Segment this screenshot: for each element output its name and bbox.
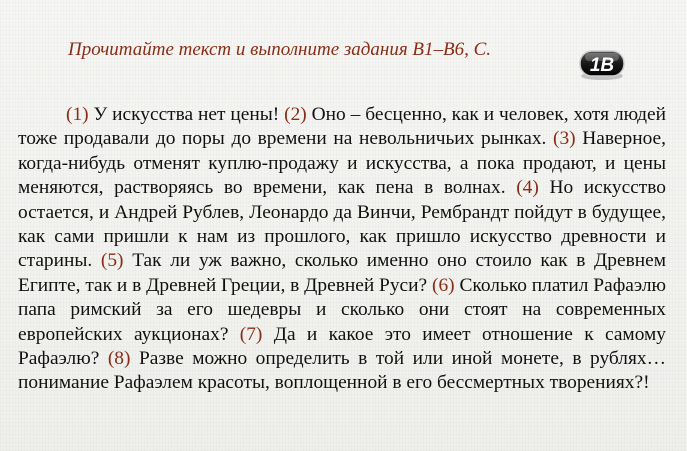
- sentence-text: Так ли уж важно, сколько именно оно стоило как в Древнем Египте, так и в Древней Греции, в Древней Руси?: [18, 250, 666, 296]
- sentence-text: Но искусство остается, и Андрей Рублев, Леонардо да Винчи, Рембрандт пойдут в будущее, как сами пришли к нам из прошлого, как пришло искусство древности и старины.: [18, 177, 666, 272]
- sentence-number: (3): [553, 128, 576, 150]
- task-instruction: Прочитайте текст и выполните задания В1–В6, С.: [68, 39, 492, 60]
- sentence-text: У искусства нет цены!: [88, 104, 285, 125]
- sentence-text: Сколько платил Рафаэлю папа римский за его шедевры и сколько они стоят на современных европейских аукционах?: [18, 274, 666, 345]
- sentence-text: Да и какое это имеет отношение к самому Рафаэлю?: [18, 323, 666, 370]
- sentence-text: Оно – бесценно, как и человек, хотя людей тоже продавали до поры до времени на невольничьих рынках.: [18, 104, 666, 150]
- sentence-number: (6): [431, 274, 455, 296]
- sentence-number: (2): [284, 104, 307, 125]
- sentence-number: (1): [66, 104, 89, 125]
- sentence-text: Разве можно определить в той или иной монете, в рублях… понимание Рафаэлем красоты, воплощенной в его бессмертных творениях?!: [18, 348, 666, 394]
- reading-text: [18, 103, 666, 396]
- badge-shape-icon: [578, 49, 626, 82]
- sentence-number: (4): [516, 177, 539, 199]
- badge-label: 1В: [589, 55, 615, 76]
- sentence-number: (5): [100, 250, 124, 272]
- sentence-number: (8): [107, 348, 131, 370]
- sentence-number: (7): [239, 323, 263, 345]
- variant-badge: [578, 49, 626, 82]
- sentence-text: Наверное, когда-нибудь отменят куплю-продажу и искусства, а пока продают, и цены меняются, растворяясь во времени, как пена в волнах.: [18, 128, 666, 199]
